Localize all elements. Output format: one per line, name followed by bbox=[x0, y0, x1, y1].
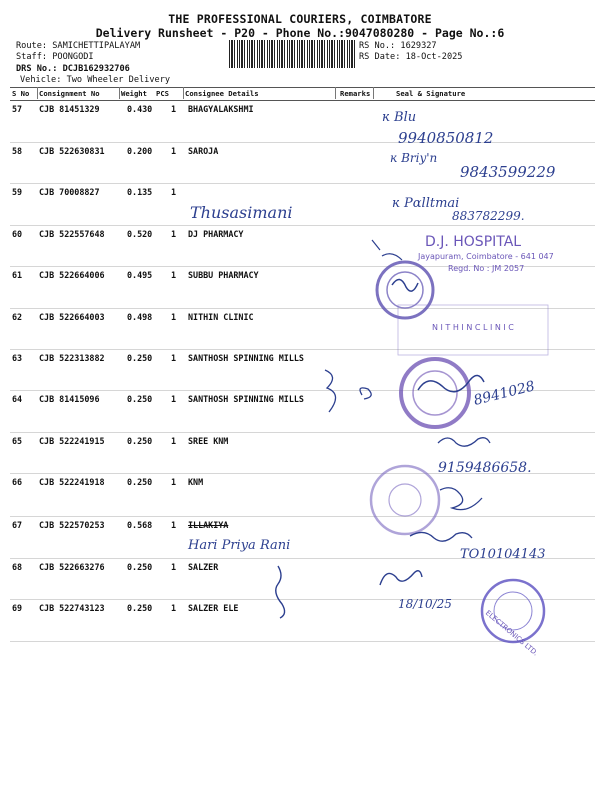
vehicle-label: Vehicle: Two Wheeler Delivery bbox=[20, 75, 171, 85]
col-seal: Seal & Signature bbox=[396, 89, 466, 98]
row-pcs: 1 bbox=[171, 104, 177, 114]
row-pcs: 1 bbox=[171, 270, 177, 280]
row-pcs: 1 bbox=[171, 477, 177, 487]
company-title: THE PROFESSIONAL COURIERS, COIMBATORE bbox=[168, 12, 432, 26]
handwritten-consignee-67: Hari Priya Rani bbox=[188, 538, 291, 553]
handwritten-date-68: 18/10/25 bbox=[398, 597, 452, 611]
row-weight: 0.430 bbox=[127, 104, 153, 114]
signature-scribble bbox=[372, 240, 402, 260]
row-sno: 67 bbox=[12, 520, 23, 530]
handwritten-phone-58: 9843599229 bbox=[460, 163, 556, 181]
row-consignee: DJ PHARMACY bbox=[188, 229, 244, 239]
rs-number: RS No.: 1629327 bbox=[359, 41, 437, 51]
row-consignee: SALZER bbox=[188, 562, 219, 572]
col-pcs: PCS bbox=[156, 89, 169, 98]
row-sno: 60 bbox=[12, 229, 23, 239]
row-consignee: ILLAKIYA bbox=[188, 520, 229, 530]
knm-mills-stamp-inner bbox=[389, 484, 421, 516]
nithin-clinic-stamp: N I T H I N C L I N I C bbox=[432, 323, 514, 332]
row-weight: 0.200 bbox=[127, 146, 153, 156]
row-weight: 0.495 bbox=[127, 270, 153, 280]
col-consignment: Consignment No bbox=[39, 89, 100, 98]
row-consignment-no: CJB 522664006 bbox=[39, 270, 105, 280]
handwritten-code-67: TO10104143 bbox=[460, 547, 546, 562]
row-consignee: SREE KNM bbox=[188, 436, 229, 446]
staff-label: Staff: POONGODI bbox=[16, 52, 94, 62]
row-weight: 0.250 bbox=[127, 562, 153, 572]
row-sno: 62 bbox=[12, 312, 23, 322]
handwritten-phone-57: 9940850812 bbox=[398, 129, 494, 147]
signature-scribble bbox=[410, 532, 472, 541]
signature-scribble bbox=[392, 279, 418, 291]
row-pcs: 1 bbox=[171, 520, 177, 530]
row-weight: 0.568 bbox=[127, 520, 153, 530]
row-weight: 0.250 bbox=[127, 353, 153, 363]
row-weight: 0.250 bbox=[127, 603, 153, 613]
row-consignment-no: CJB 81451329 bbox=[39, 104, 100, 114]
col-remarks: Remarks bbox=[340, 89, 371, 98]
subbu-pharmacy-stamp bbox=[377, 262, 433, 318]
row-consignment-no: CJB 522570253 bbox=[39, 520, 105, 530]
row-consignment-no: CJB 522630831 bbox=[39, 146, 105, 156]
santhosh-mills-stamp bbox=[401, 359, 469, 427]
row-consignee: SUBBU PHARMACY bbox=[188, 270, 259, 280]
handwritten-consignee-59: Thusasimani bbox=[190, 203, 293, 222]
signature-scribble bbox=[325, 370, 371, 412]
row-pcs: 1 bbox=[171, 353, 177, 363]
row-sno: 65 bbox=[12, 436, 23, 446]
subbu-pharmacy-stamp-inner bbox=[387, 272, 423, 308]
handwritten-phone-65: 9159486658. bbox=[438, 460, 532, 476]
signature-scribble bbox=[438, 438, 490, 447]
row-consignment-no: CJB 522241918 bbox=[39, 477, 105, 487]
row-consignment-no: CJB 522664003 bbox=[39, 312, 105, 322]
dj-hospital-stamp-title: D.J. HOSPITAL bbox=[425, 234, 522, 250]
col-sno: S No bbox=[12, 89, 30, 98]
row-pcs: 1 bbox=[171, 187, 177, 197]
row-consignee: SALZER ELE bbox=[188, 603, 239, 613]
knm-mills-stamp bbox=[371, 466, 439, 534]
row-consignment-no: CJB 522743123 bbox=[39, 603, 105, 613]
row-pcs: 1 bbox=[171, 312, 177, 322]
row-consignee: SAROJA bbox=[188, 146, 219, 156]
row-weight: 0.520 bbox=[127, 229, 153, 239]
row-consignment-no: CJB 70008827 bbox=[39, 187, 100, 197]
row-sno: 58 bbox=[12, 146, 23, 156]
signature-scribble bbox=[440, 488, 482, 510]
row-pcs: 1 bbox=[171, 394, 177, 404]
dj-hospital-stamp-reg: Regd. No : JM 2057 bbox=[448, 264, 525, 273]
row-sno: 59 bbox=[12, 187, 23, 197]
signature-scribble bbox=[380, 571, 422, 585]
row-consignment-no: CJB 522241915 bbox=[39, 436, 105, 446]
row-sno: 61 bbox=[12, 270, 23, 280]
runsheet-subtitle: Delivery Runsheet - P20 - Phone No.:9047080280 - Page No.:6 bbox=[95, 26, 505, 40]
row-sno: 63 bbox=[12, 353, 23, 363]
row-sno: 69 bbox=[12, 603, 23, 613]
row-consignee: SANTHOSH SPINNING MILLS bbox=[188, 394, 304, 404]
santhosh-mills-stamp-inner bbox=[413, 371, 457, 415]
row-sno: 64 bbox=[12, 394, 23, 404]
row-consignee: KNM bbox=[188, 477, 204, 487]
signature-scribble bbox=[276, 566, 285, 618]
row-pcs: 1 bbox=[171, 229, 177, 239]
row-weight: 0.135 bbox=[127, 187, 153, 197]
row-consignment-no: CJB 81415096 bbox=[39, 394, 100, 404]
col-weight: Weight bbox=[121, 89, 147, 98]
handwritten-phone-63: 8941028 bbox=[472, 378, 537, 409]
drs-label: DRS No.: DCJB162932706 bbox=[16, 64, 130, 74]
handwritten-mark: ĸ Briy'n bbox=[390, 151, 438, 165]
rs-date: RS Date: 18-Oct-2025 bbox=[359, 52, 463, 62]
row-weight: 0.250 bbox=[127, 394, 153, 404]
row-sno: 68 bbox=[12, 562, 23, 572]
row-consignee: SANTHOSH SPINNING MILLS bbox=[188, 353, 304, 363]
dj-hospital-stamp-address: Jayapuram, Coimbatore - 641 047 bbox=[418, 252, 554, 261]
row-pcs: 1 bbox=[171, 603, 177, 613]
row-consignee: BHAGYALAKSHMI bbox=[188, 104, 254, 114]
row-consignment-no: CJB 522663276 bbox=[39, 562, 105, 572]
row-weight: 0.250 bbox=[127, 436, 153, 446]
row-pcs: 1 bbox=[171, 436, 177, 446]
col-consignee: Consignee Details bbox=[185, 89, 259, 98]
row-sno: 57 bbox=[12, 104, 23, 114]
row-weight: 0.498 bbox=[127, 312, 153, 322]
handwritten-phone-59: 883782299. bbox=[452, 209, 525, 223]
route-label: Route: SAMICHETTIPALAYAM bbox=[16, 41, 141, 51]
row-weight: 0.250 bbox=[127, 477, 153, 487]
row-consignment-no: CJB 522557648 bbox=[39, 229, 105, 239]
handwritten-mark: ĸ Blu bbox=[382, 110, 417, 125]
row-sno: 66 bbox=[12, 477, 23, 487]
row-consignment-no: CJB 522313882 bbox=[39, 353, 105, 363]
row-consignee: NITHIN CLINIC bbox=[188, 312, 254, 322]
row-pcs: 1 bbox=[171, 562, 177, 572]
handwritten-mark: ĸ Pɑlltmai bbox=[392, 196, 460, 211]
salzer-electronics-stamp-text: ELECTRONICS LTD. bbox=[483, 608, 540, 658]
row-pcs: 1 bbox=[171, 146, 177, 156]
